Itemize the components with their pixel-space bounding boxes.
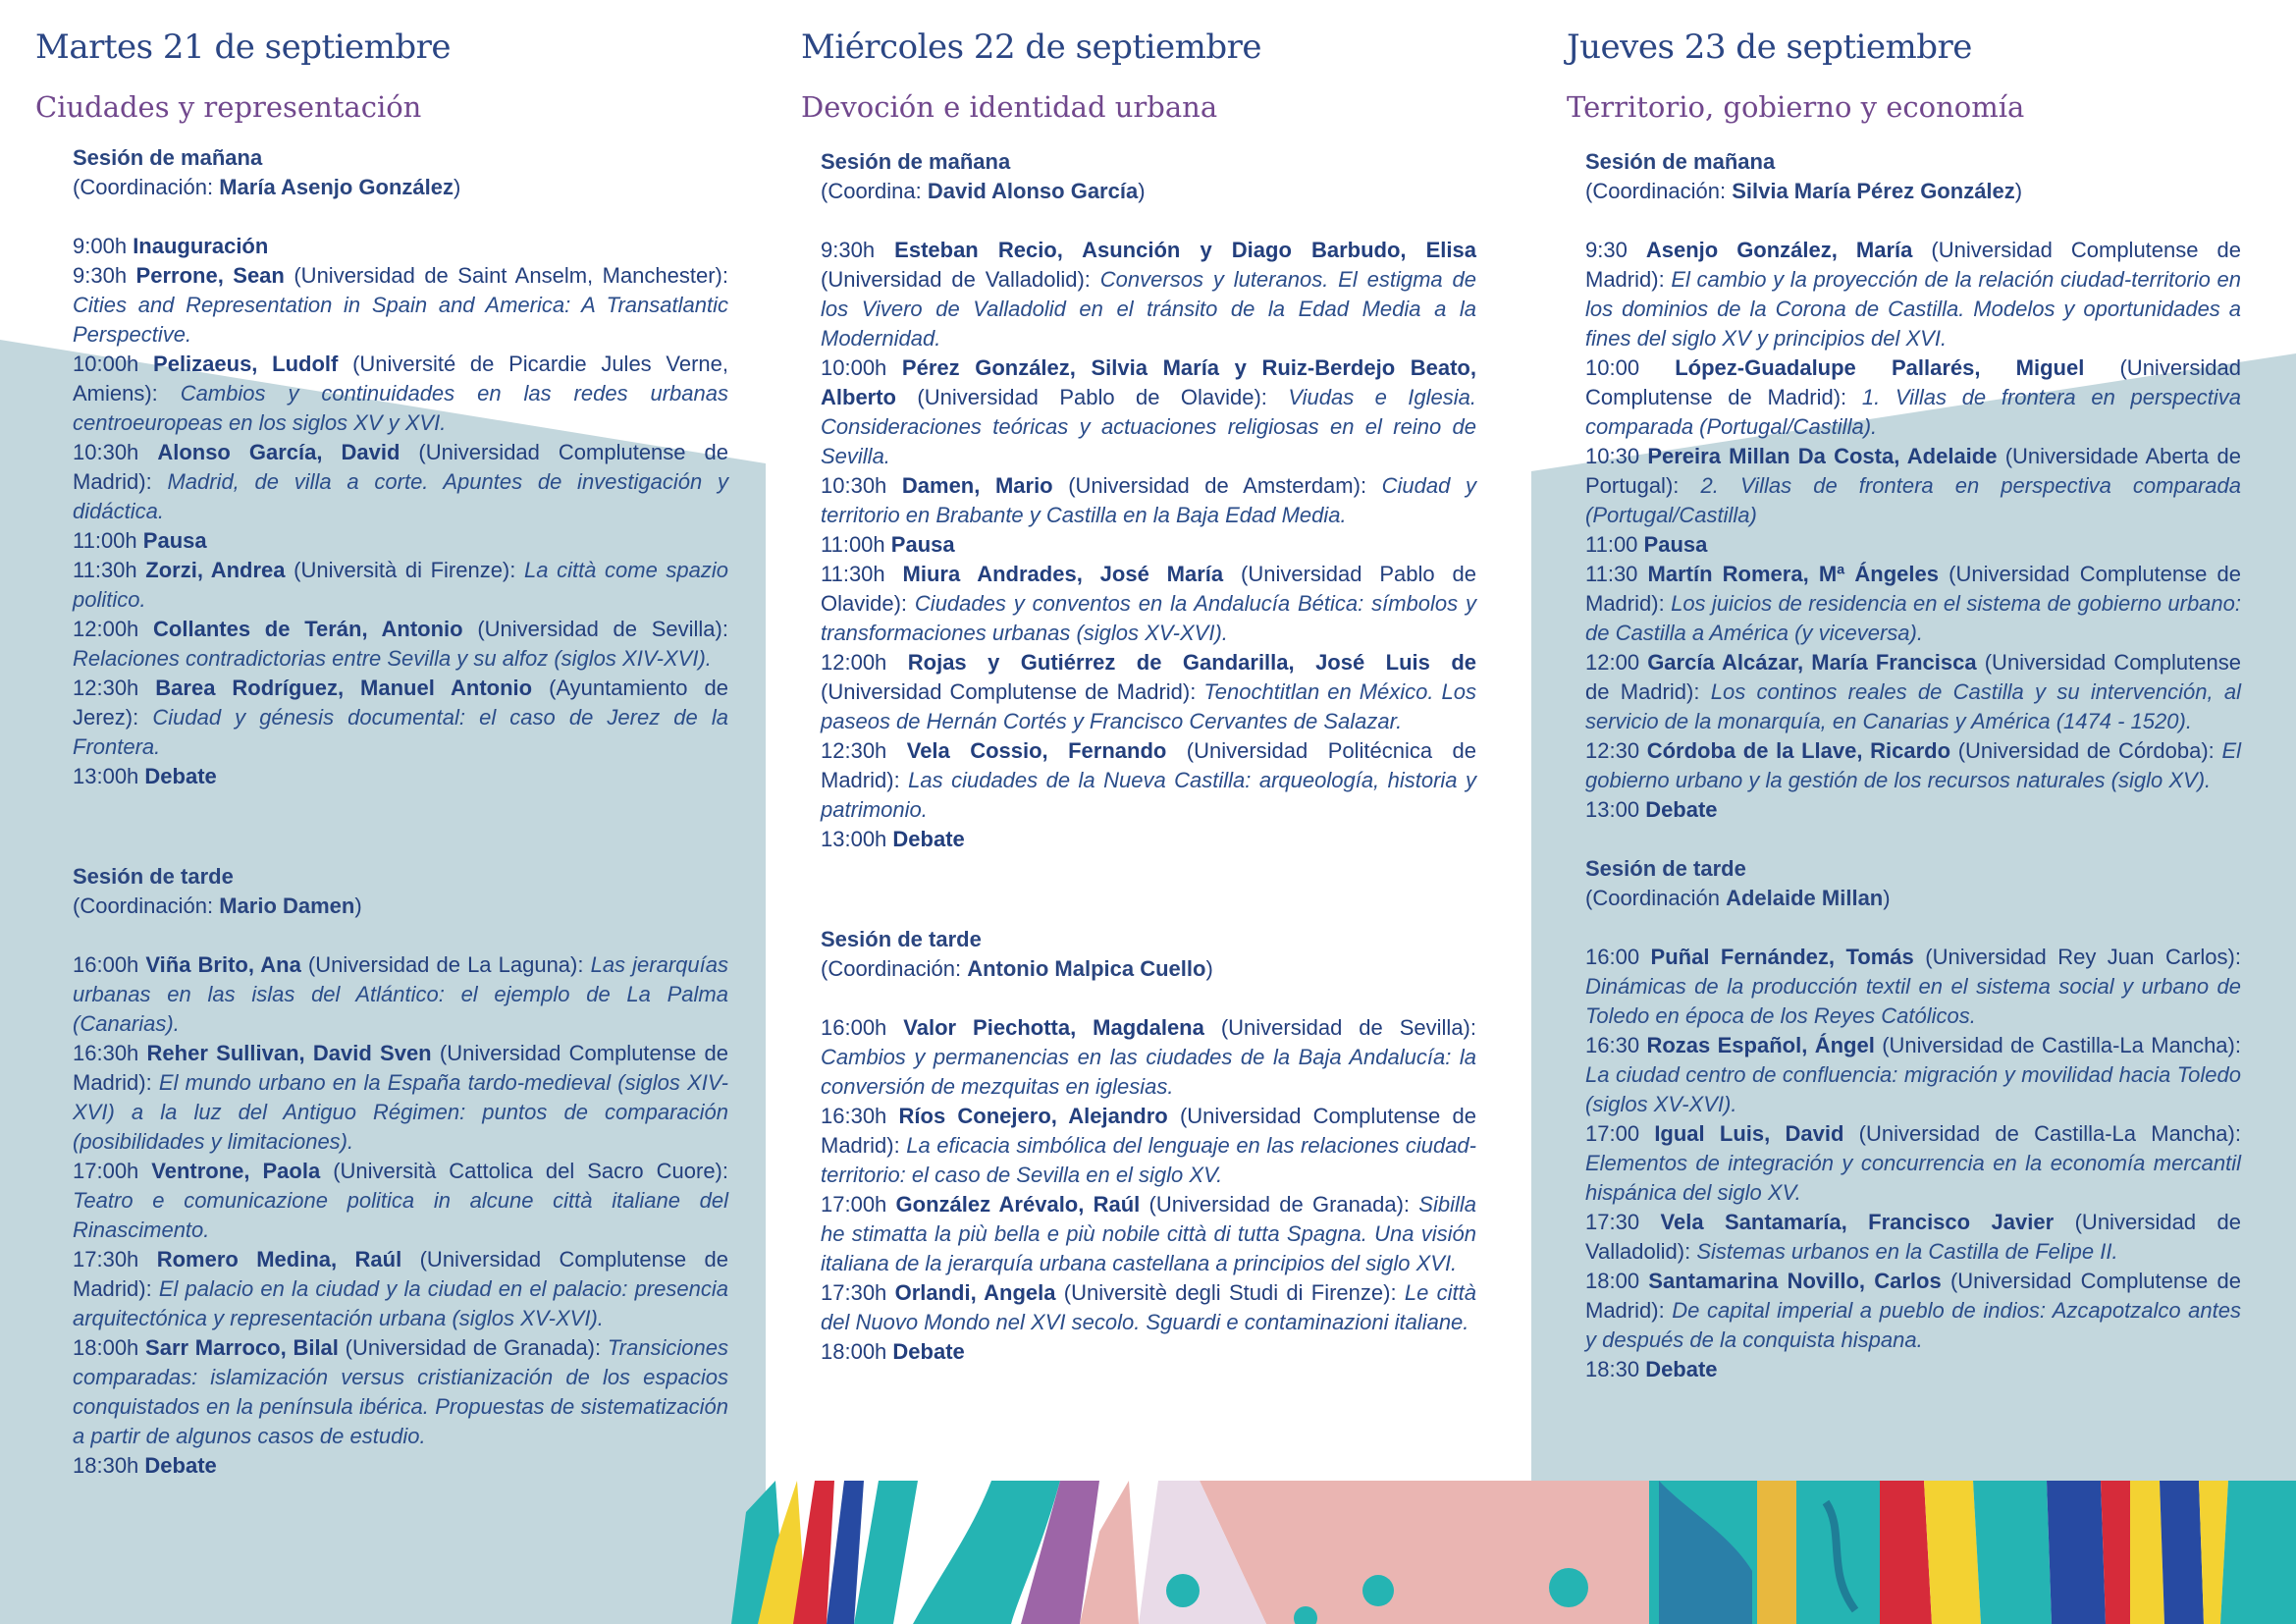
schedule-entry	[73, 261, 728, 350]
schedule-entry	[1585, 353, 2241, 442]
entry-time: 16:30h	[821, 1104, 887, 1128]
talk-title: El mundo urbano en la España tardo-medieval (siglos XIV-XVI) a la luz del Antiguo Régimen: puntos de comparación (posibilidades y limitaciones).	[73, 1070, 728, 1154]
talk-title: Las ciudades de la Nueva Castilla: arqueología, historia y patrimonio.	[821, 768, 1477, 822]
talk-title: Ciudades y conventos en la Andalucía Bética: símbolos y transformaciones urbanas (siglos XV-XVI).	[821, 591, 1476, 645]
entry-time: 9:30h	[73, 263, 128, 288]
schedule-entry	[73, 762, 728, 791]
entry-time: 12:00h	[821, 650, 887, 675]
schedule-entry	[821, 1013, 1476, 1102]
entry-time: 11:00	[1585, 532, 1638, 557]
entry-time: 13:00	[1585, 797, 1640, 822]
talk-title: Le città del Nuovo Mondo nel XVI secolo. Sguardi e contaminazioni italiane.	[821, 1280, 1476, 1334]
entry-time: 11:00h	[821, 532, 885, 557]
speaker-name: Debate	[892, 1339, 965, 1364]
speaker-affiliation: (Universidad Complutense de Madrid):	[1585, 562, 2241, 616]
day-theme: Territorio, gobierno y economía	[1567, 90, 2025, 124]
talk-title: El palacio en la ciudad y la ciudad en el palacio: presencia arquitectónica y representación urbana (siglos XV-XVI).	[73, 1276, 728, 1330]
speaker-affiliation: (Universidad Complutense de Madrid):	[73, 440, 728, 494]
coordination: (Coordinación Adelaide Millan)	[1585, 886, 1891, 910]
speaker-affiliation: (Universidad Pablo de Olavide):	[821, 562, 1476, 616]
talk-title: Los juicios de residencia en el sistema de gobierno urbano: de Castilla a América (y viceversa).	[1585, 591, 2241, 645]
speaker-affiliation: (Universidad Politécnica de Madrid):	[821, 738, 1476, 792]
talk-title: De capital imperial a pueblo de indios: Azcapotzalco antes y después de la conquista hispana.	[1585, 1298, 2241, 1352]
talk-title: Cambios y continuidades en las redes urbanas centroeuropeas en los siglos XV y XVI.	[73, 381, 728, 435]
schedule-entry	[821, 471, 1476, 530]
speaker-name: Rozas Español, Ángel	[1646, 1033, 1875, 1057]
talk-title: Transiciones comparadas: islamización versus cristianización de los espacios conquistados en la península ibérica. Propuestas de sistematización a partir de algunos casos de estudio.	[73, 1335, 728, 1448]
talk-title: La città come spazio politico.	[73, 558, 729, 612]
schedule-entry	[1585, 736, 2241, 795]
speaker-affiliation: (Universidad de Castilla-La Mancha):	[1858, 1121, 2241, 1146]
coordination: (Coordina: David Alonso García)	[821, 179, 1146, 203]
schedule-entry	[73, 556, 728, 615]
speaker-name: Pelizaeus, Ludolf	[153, 352, 339, 376]
coordination: (Coordinación: Antonio Malpica Cuello)	[821, 956, 1213, 981]
talk-title: 2. Villas de frontera en perspectiva comparada (Portugal/Castilla)	[1585, 473, 2241, 527]
entry-time: 18:00h	[73, 1335, 139, 1360]
speaker-name: Ríos Conejero, Alejandro	[898, 1104, 1168, 1128]
talk-title: Tenochtitlan en México. Los paseos de Hernán Cortés y Francisco Cervantes de Salazar.	[821, 679, 1476, 733]
speaker-name: Ventrone, Paola	[151, 1159, 321, 1183]
schedule-entry	[821, 648, 1476, 736]
entry-time: 18:00h	[821, 1339, 887, 1364]
coordination: (Coordinación: Silvia María Pérez González)	[1585, 179, 2023, 203]
entry-time: 10:00	[1585, 355, 1640, 380]
entry-time: 12:30h	[821, 738, 887, 763]
schedule-entry	[73, 438, 728, 526]
coordination: (Coordinación: Mario Damen)	[73, 893, 362, 918]
schedule-entry	[821, 736, 1476, 825]
schedule-entry	[821, 353, 1476, 471]
talk-title: Ciudad y territorio en Brabante y Castilla en la Baja Edad Media.	[821, 473, 1476, 527]
talk-title: Elementos de integración y concurrencia en la economía mercantil hispánica del siglo XV.	[1585, 1151, 2241, 1205]
speaker-name: Pereira Millan Da Costa, Adelaide	[1647, 444, 1998, 468]
entry-time: 13:00h	[821, 827, 887, 851]
program	[73, 143, 728, 1481]
speaker-name: Puñal Fernández, Tomás	[1650, 945, 1914, 969]
talk-title: Sibilla he stimatta la più bella e più nobile città di tutta Spagna. Una visión italiana de la jerarquía urbana castellana a principios del siglo XVI.	[821, 1192, 1476, 1275]
schedule-entry	[1585, 530, 2241, 560]
speaker-affiliation: (Ayuntamiento de Jerez):	[73, 676, 728, 730]
entry-time: 12:00	[1585, 650, 1640, 675]
speaker-name: Viña Brito, Ana	[145, 952, 301, 977]
speaker-affiliation: (Universidad de Córdoba):	[1957, 738, 2215, 763]
speaker-affiliation: (Universidad de La Laguna):	[307, 952, 584, 977]
decorative-art-strip	[731, 1481, 2296, 1624]
session-entries	[73, 950, 728, 1481]
entry-time: 17:30h	[821, 1280, 887, 1305]
schedule-entry	[821, 1278, 1476, 1337]
speaker-name: Pérez González, Silvia María y Ruiz-Berdejo Beato, Alberto	[821, 355, 1476, 409]
schedule-entry	[821, 1102, 1476, 1190]
entry-time: 13:00h	[73, 764, 139, 788]
day-title: Jueves 23 de septiembre	[1567, 27, 1972, 67]
entry-time: 10:30	[1585, 444, 1640, 468]
schedule-entry	[73, 526, 728, 556]
speaker-name: Pausa	[1643, 532, 1708, 557]
speaker-affiliation: (Universidad de Granada):	[1148, 1192, 1411, 1217]
speaker-name: López-Guadalupe Pallarés, Miguel	[1675, 355, 2085, 380]
speaker-affiliation: (Universidad Complutense de Madrid):	[821, 1104, 1476, 1158]
entry-time: 10:30h	[821, 473, 887, 498]
talk-title: Las jerarquías urbanas en las islas del Atlántico: el ejemplo de La Palma (Canarias).	[73, 952, 728, 1036]
speaker-name: Rojas y Gutiérrez de Gandarilla, José Luis de	[907, 650, 1476, 675]
speaker-name: Valor Piechotta, Magdalena	[903, 1015, 1204, 1040]
speaker-name: Vela Santamaría, Francisco Javier	[1660, 1210, 2055, 1234]
speaker-name: Córdoba de la Llave, Ricardo	[1646, 738, 1951, 763]
entry-time: 12:30h	[73, 676, 139, 700]
program	[1585, 147, 2241, 1384]
speaker-name: González Arévalo, Raúl	[895, 1192, 1141, 1217]
speaker-affiliation: (Universidad Complutense de Madrid):	[73, 1247, 728, 1301]
speaker-affiliation: (Universidad de Amsterdam):	[1068, 473, 1367, 498]
day-theme: Devoción e identidad urbana	[801, 90, 1218, 124]
speaker-name: Vela Cossio, Fernando	[906, 738, 1167, 763]
entry-time: 18:30	[1585, 1357, 1640, 1381]
speaker-name: Orlandi, Angela	[894, 1280, 1056, 1305]
speaker-affiliation: (Universidad Rey Juan Carlos):	[1925, 945, 2241, 969]
coordinator: Adelaide Millan	[1726, 886, 1884, 910]
schedule-entry	[73, 615, 728, 674]
speaker-name: Miura Andrades, José María	[902, 562, 1224, 586]
speaker-affiliation: (Universidad de Sevilla):	[477, 617, 728, 641]
speaker-affiliation: (Universidad de Saint Anselm, Manchester):	[294, 263, 728, 288]
talk-title: Dinámicas de la producción textil en el sistema social y urbano de Toledo en época de los Reyes Católicos.	[1585, 974, 2241, 1028]
talk-title: Los continos reales de Castilla y su intervención, al servicio de la monarquía, en Canarias y América (1474 - 1520).	[1585, 679, 2241, 733]
speaker-affiliation: (Universidade Aberta de Portugal):	[1585, 444, 2241, 498]
entry-time: 16:00	[1585, 945, 1640, 969]
speaker-name: Romero Medina, Raúl	[156, 1247, 402, 1272]
session-entries	[1585, 236, 2241, 825]
entry-time: 10:00h	[73, 352, 139, 376]
speaker-name: Debate	[1645, 1357, 1718, 1381]
entry-time: 10:00h	[821, 355, 887, 380]
session-label: Sesión de mañana	[73, 145, 263, 170]
schedule-entry	[73, 1333, 728, 1451]
speaker-affiliation: (Universidad de Valladolid):	[1585, 1210, 2242, 1264]
schedule-entry	[1585, 1267, 2241, 1355]
talk-title: El gobierno urbano y la gestión de los recursos naturales (siglo XV).	[1585, 738, 2241, 792]
schedule-entry	[73, 232, 728, 261]
speaker-name: Igual Luis, David	[1654, 1121, 1844, 1146]
speaker-affiliation: (Universidad Complutense de Madrid):	[1585, 650, 2241, 704]
speaker-name: Collantes de Terán, Antonio	[153, 617, 463, 641]
speaker-name: Debate	[892, 827, 965, 851]
day-title: Miércoles 22 de septiembre	[801, 27, 1261, 67]
talk-title: Viudas e Iglesia. Consideraciones teóricas y actuaciones religiosas en el reino de Sevilla.	[821, 385, 1476, 468]
entry-time: 12:00h	[73, 617, 139, 641]
speaker-name: Esteban Recio, Asunción y Diago Barbudo, Elisa	[894, 238, 1476, 262]
speaker-name: Asenjo González, María	[1645, 238, 1913, 262]
speaker-name: Sarr Marroco, Bilal	[145, 1335, 339, 1360]
entry-time: 16:00h	[73, 952, 139, 977]
entry-time: 11:30	[1585, 562, 1638, 586]
entry-time: 11:00h	[73, 528, 137, 553]
talk-title: El cambio y la proyección de la relación ciudad-territorio en los dominios de la Corona de Castilla. Modelos y oportunidades a fines del siglo XV y principios del XVI.	[1585, 267, 2241, 351]
schedule-entry	[1585, 1355, 2241, 1384]
speaker-name: Debate	[1645, 797, 1718, 822]
talk-title: Conversos y luteranos. El estigma de los Vivero de Valladolid en el tránsito de la Edad Media a la Modernidad.	[821, 267, 1476, 351]
entry-time: 17:30	[1585, 1210, 1640, 1234]
session-label: Sesión de mañana	[1585, 149, 1776, 174]
entry-time: 17:30h	[73, 1247, 139, 1272]
schedule-entry	[73, 950, 728, 1039]
entry-time: 16:30	[1585, 1033, 1640, 1057]
session-label: Sesión de tarde	[73, 864, 234, 889]
coordinator: Antonio Malpica Cuello	[967, 956, 1206, 981]
entry-time: 9:30h	[821, 238, 876, 262]
entry-time: 10:30h	[73, 440, 139, 464]
speaker-name: Inauguración	[133, 234, 269, 258]
session-entries	[821, 236, 1476, 854]
schedule-entry	[1585, 1119, 2241, 1208]
entry-time: 11:30h	[821, 562, 885, 586]
coordinator: Mario Damen	[219, 893, 355, 918]
talk-title: Cambios y permanencias en las ciudades de la Baja Andalucía: la conversión de mezquitas en iglesias.	[821, 1045, 1476, 1099]
talk-title: La ciudad centro de confluencia: migración y movilidad hacia Toledo (siglos XV-XVI).	[1585, 1062, 2241, 1116]
entry-time: 18:30h	[73, 1453, 139, 1478]
coordination: (Coordinación: María Asenjo González)	[73, 175, 461, 199]
entry-time: 9:30	[1585, 238, 1628, 262]
day-title: Martes 21 de septiembre	[35, 27, 452, 67]
speaker-name: Barea Rodríguez, Manuel Antonio	[155, 676, 533, 700]
talk-title: Cities and Representation in Spain and America: A Transatlantic Perspective.	[73, 293, 728, 347]
schedule-entry	[821, 1337, 1476, 1367]
speaker-affiliation: (Universidad Complutense de Madrid):	[73, 1041, 728, 1095]
talk-title: 1. Villas de frontera en perspectiva comparada (Portugal/Castilla).	[1585, 385, 2241, 439]
speaker-name: Santamarina Novillo, Carlos	[1648, 1269, 1942, 1293]
schedule-entry	[821, 825, 1476, 854]
speaker-affiliation: (Universidad de Granada):	[345, 1335, 602, 1360]
session-label: Sesión de tarde	[1585, 856, 1746, 881]
program	[821, 147, 1476, 1367]
talk-title: Madrid, de villa a corte. Apuntes de investigación y didáctica.	[73, 469, 728, 523]
session-entries	[821, 1013, 1476, 1367]
entry-time: 11:30h	[73, 558, 137, 582]
speaker-affiliation: (Universidad Pablo de Olavide):	[917, 385, 1267, 409]
schedule-entry	[1585, 943, 2241, 1031]
entry-time: 9:00h	[73, 234, 128, 258]
speaker-affiliation: (Università di Firenze):	[294, 558, 516, 582]
schedule-entry	[1585, 795, 2241, 825]
speaker-affiliation: (Universidad de Valladolid):	[821, 267, 1091, 292]
speaker-affiliation: (Universidad Complutense de Madrid):	[821, 679, 1197, 704]
schedule-entry	[73, 350, 728, 438]
speaker-name: Reher Sullivan, David Sven	[146, 1041, 432, 1065]
entry-time: 17:00h	[73, 1159, 139, 1183]
entry-time: 17:00	[1585, 1121, 1640, 1146]
schedule-entry	[1585, 442, 2241, 530]
entry-time: 16:00h	[821, 1015, 887, 1040]
speaker-affiliation: (Universitè degli Studi di Firenze):	[1063, 1280, 1397, 1305]
day-theme: Ciudades y representación	[35, 90, 422, 124]
speaker-name: Pausa	[142, 528, 207, 553]
schedule-entry	[73, 1157, 728, 1245]
session-label: Sesión de mañana	[821, 149, 1011, 174]
schedule-entry	[1585, 560, 2241, 648]
speaker-affiliation: (Université de Picardie Jules Verne, Amiens):	[73, 352, 729, 406]
entry-time: 12:30	[1585, 738, 1640, 763]
schedule-entry	[821, 530, 1476, 560]
talk-title: Ciudad y génesis documental: el caso de Jerez de la Frontera.	[73, 705, 728, 759]
schedule-entry	[1585, 1031, 2241, 1119]
schedule-entry	[1585, 1208, 2241, 1267]
talk-title: Relaciones contradictorias entre Sevilla y su alfoz (siglos XIV-XVI).	[73, 646, 712, 671]
session-entries	[73, 232, 728, 791]
speaker-name: García Alcázar, María Francisca	[1647, 650, 1977, 675]
speaker-affiliation: (Universidad Complutense de Madrid):	[1585, 238, 2241, 292]
entry-time: 18:00	[1585, 1269, 1640, 1293]
speaker-name: Debate	[144, 1453, 217, 1478]
speaker-affiliation: (Universidad de Sevilla):	[1220, 1015, 1476, 1040]
speaker-name: Zorzi, Andrea	[145, 558, 286, 582]
speaker-affiliation: (Università Cattolica del Sacro Cuore):	[333, 1159, 728, 1183]
coordinator: David Alonso García	[927, 179, 1139, 203]
speaker-name: Debate	[144, 764, 217, 788]
talk-title: Sistemas urbanos en la Castilla de Felipe II.	[1696, 1239, 2118, 1264]
speaker-affiliation: (Universidad Complutense de Madrid):	[1585, 355, 2241, 409]
session-entries	[1585, 943, 2241, 1384]
speaker-affiliation: (Universidad de Castilla-La Mancha):	[1882, 1033, 2241, 1057]
schedule-entry	[1585, 648, 2241, 736]
entry-time: 17:00h	[821, 1192, 887, 1217]
schedule-entry	[73, 1245, 728, 1333]
speaker-name: Pausa	[890, 532, 955, 557]
schedule-entry	[73, 1451, 728, 1481]
entry-time: 16:30h	[73, 1041, 139, 1065]
schedule-entry	[73, 1039, 728, 1157]
speaker-affiliation: (Universidad Complutense de Madrid):	[1585, 1269, 2241, 1323]
schedule-entry	[73, 674, 728, 762]
speaker-name: Damen, Mario	[901, 473, 1053, 498]
coordinator: Silvia María Pérez González	[1732, 179, 2015, 203]
schedule-entry	[821, 236, 1476, 353]
speaker-name: Martín Romera, Mª Ángeles	[1647, 562, 1940, 586]
schedule-entry	[1585, 236, 2241, 353]
talk-title: La eficacia simbólica del lenguaje en las relaciones ciudad-territorio: el caso de Sevilla en el siglo XV.	[821, 1133, 1476, 1187]
talk-title: Teatro e comunicazione politica in alcune città italiane del Rinascimento.	[73, 1188, 728, 1242]
schedule-entry	[821, 1190, 1476, 1278]
coordinator: María Asenjo González	[219, 175, 454, 199]
schedule-entry	[821, 560, 1476, 648]
session-label: Sesión de tarde	[821, 927, 982, 951]
speaker-name: Perrone, Sean	[135, 263, 285, 288]
speaker-name: Alonso García, David	[157, 440, 400, 464]
